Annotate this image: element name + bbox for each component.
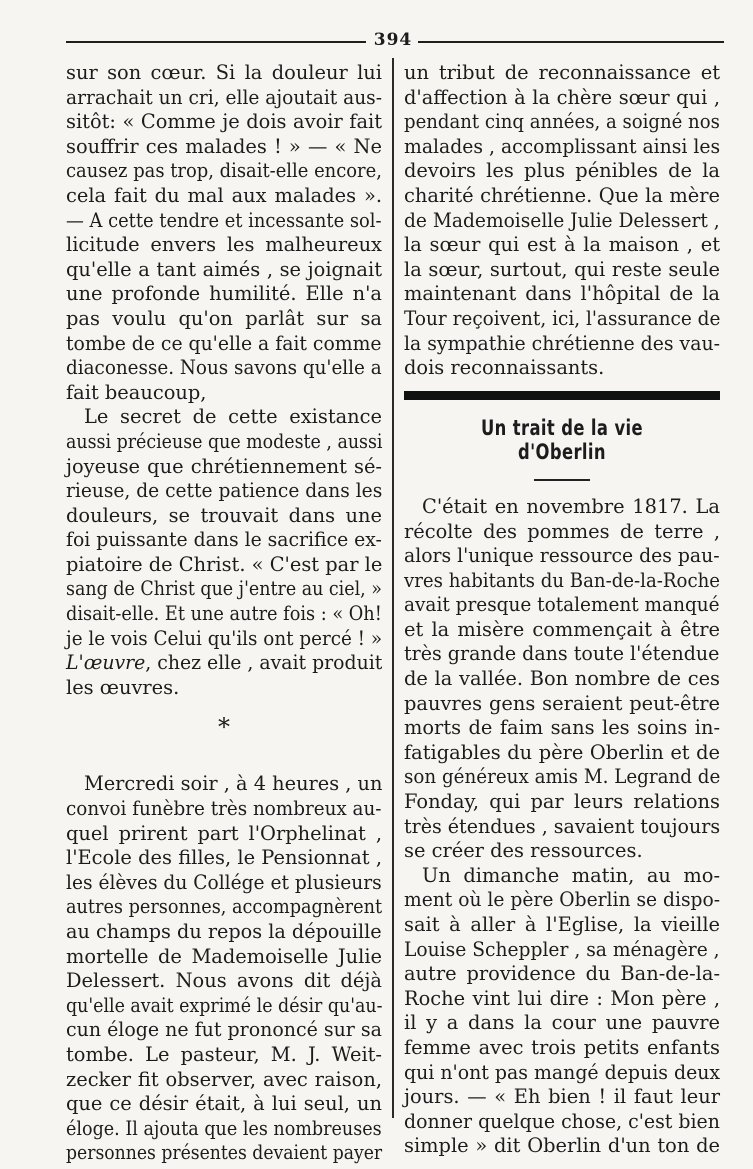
text-line: la sympathie chrétienne des vau-: [404, 331, 720, 355]
text-line: devoirs les plus pénibles de la: [404, 159, 720, 183]
column-divider: [392, 58, 394, 1118]
text-line: fait beaucoup,: [66, 380, 207, 404]
text-line: une profonde humilité. Elle n'a: [66, 282, 382, 306]
text-line: ment où le père Oberlin se dispo-: [404, 888, 721, 912]
text-line: autres personnes, accompagnèrent: [66, 895, 383, 919]
left-paragraph-1: [66, 61, 382, 405]
page-header: [66, 28, 724, 52]
title-dash: [534, 479, 590, 481]
text-line: pauvres gens seraient peut-être: [404, 691, 720, 715]
text-line: sitôt: « Comme je dois avoir fait: [66, 110, 382, 134]
text-line: zecker fit observer, avec raison,: [66, 1067, 382, 1091]
text-line: vres habitants du Ban-de-la-Roche: [404, 568, 721, 592]
text-line: simple » dit Oberlin d'un ton de: [404, 1134, 720, 1158]
text-line: pas voulu qu'on parlât sur sa: [66, 306, 382, 330]
text-line: un tribut de reconnaissance et: [404, 61, 720, 84]
text-line: pendant cinq années, a soigné nos: [404, 110, 720, 134]
text-line: sait à aller à l'Eglise, la vieille: [404, 913, 720, 936]
text-line: la sœur qui est à la maison , et: [404, 233, 720, 257]
text-line: licitude envers les malheureux: [66, 233, 382, 257]
text-line: avait presque totalement manqué: [404, 593, 720, 617]
left-column: [66, 61, 382, 1166]
text-line: tombe. Le pasteur, M. J. Weit-: [66, 1042, 382, 1066]
text-line: qu'elle a tant aimés , se joignait: [66, 257, 382, 281]
text-line: causez pas trop, disait-elle encore,: [66, 159, 382, 183]
text-line: il y a dans la cour une pauvre: [404, 1011, 720, 1035]
text-line: Tour reçoivent, ici, l'assurance de: [404, 306, 721, 330]
article-title: Un trait de la vie d'Oberlin: [480, 415, 644, 465]
text-line: les élèves du Collége et plusieurs: [66, 870, 382, 894]
text-line: son généreux amis M. Legrand de: [404, 765, 721, 789]
oeuvre-rest: , chez elle , avait produit: [145, 651, 383, 675]
text-line: — A cette tendre et incessante sol-: [66, 208, 382, 232]
text-line: et la misère commençait à être: [404, 617, 720, 641]
text-line: récolte des pommes de terre ,: [404, 519, 720, 543]
text-line: souffrir ces malades ! » — « Ne: [66, 134, 382, 158]
text-line: diaconesse. Nous savons qu'elle a: [66, 356, 382, 380]
right-paragraph-3: [404, 864, 720, 1159]
section-rule: [404, 391, 720, 400]
text-line: fatigables du père Oberlin et de: [404, 740, 720, 764]
text-line: foi puissante dans le sacrifice ex-: [66, 528, 382, 552]
left-paragraph-2: [66, 405, 382, 700]
text-line: jours. — « Eh bien ! il faut leur: [404, 1085, 720, 1109]
right-paragraph-1: [404, 61, 720, 381]
text-line: Mercredi soir , à 4 heures , un: [83, 772, 383, 796]
text-line: morts de faim sans les soins in-: [404, 716, 720, 740]
text-line: Roche vint lui dire : Mon père ,: [404, 986, 720, 1010]
text-line: les œuvres.: [66, 675, 180, 699]
text-line: qui n'ont pas mangé depuis deux: [404, 1060, 721, 1084]
text-line: joyeuse que chrétiennement sé-: [66, 454, 382, 478]
text-line: aussi précieuse que modeste , aussi: [66, 429, 383, 453]
text-line: la sœur, surtout, qui reste seule: [404, 257, 720, 281]
text-line: l'Ecole des filles, le Pensionnat ,: [66, 846, 382, 870]
text-line: Le secret de cette existance: [84, 405, 382, 429]
oeuvre-word: L'œuvre: [66, 651, 146, 675]
header-rule-right: [418, 41, 724, 43]
text-line: mortelle de Mademoiselle Julie: [66, 944, 382, 968]
text-line: autre providence du Ban-de-la-: [404, 962, 720, 986]
text-line: je le vois Celui qu'ils ont percé ! »: [66, 626, 383, 650]
text-line: convoi funèbre très nombreux au-: [66, 797, 382, 821]
text-line: Louise Scheppler , sa ménagère ,: [404, 937, 720, 961]
text-line: malades , accomplissant ainsi les: [404, 134, 721, 158]
text-line: très grande dans toute l'étendue: [404, 642, 720, 666]
text-line: rieuse, de cette patience dans les: [66, 479, 383, 503]
text-line: C'était en novembre 1817. La: [422, 494, 720, 518]
text-line: sang de Christ que j'entre au ciel, »: [66, 577, 382, 601]
right-column: [404, 61, 720, 1159]
right-paragraph-2: [404, 495, 720, 864]
section-separator: *: [218, 713, 230, 742]
text-line: disait-elle. Et une autre fois : « Oh!: [66, 602, 382, 626]
text-line: au champs du repos la dépouille: [66, 920, 382, 943]
text-line: cun éloge ne fut prononcé sur sa: [66, 1018, 382, 1042]
header-rule-left: [66, 41, 366, 43]
text-line: [66, 651, 383, 676]
text-line: douleurs, se trouvait dans une: [66, 503, 382, 527]
text-line: donner quelque chose, c'est bien: [404, 1109, 720, 1133]
left-paragraph-3: [66, 772, 382, 1166]
text-line: femme avec trois petits enfants: [404, 1035, 720, 1059]
text-line: Un dimanche matin, au mo-: [422, 863, 720, 887]
text-line: sur son cœur. Si la douleur lui: [66, 61, 382, 84]
text-line: de Mademoiselle Julie Delessert ,: [404, 208, 720, 232]
text-line: très étendues , savaient toujours: [404, 814, 721, 838]
text-line: personnes présentes devaient payer: [66, 1141, 383, 1165]
text-line: cela fait du mal aux malades ».: [66, 183, 382, 207]
text-line: se créer des ressources.: [404, 839, 643, 863]
text-line: que ce désir était, à lui seul, un: [66, 1092, 382, 1116]
text-line: Delessert. Nous avons dit déjà: [66, 969, 382, 993]
text-line: alors l'unique ressource des pau-: [404, 544, 720, 568]
text-line: qu'elle avait exprimé le désir qu'au-: [66, 993, 383, 1017]
text-line: piatoire de Christ. « C'est par le: [66, 552, 383, 576]
text-line: d'affection à la chère sœur qui ,: [404, 85, 720, 109]
text-line: dois reconnaissants.: [404, 356, 605, 380]
text-line: arrachait un cri, elle ajoutait aus-: [66, 85, 382, 109]
page-number: 394: [373, 30, 413, 50]
text-line: tombe de ce qu'elle a fait comme: [66, 331, 382, 355]
text-line: Fonday, qui par leurs relations: [404, 790, 720, 814]
text-line: quel prirent part l'Orphelinat ,: [66, 821, 382, 845]
text-line: éloge. Il ajouta que les nombreuses: [66, 1116, 382, 1140]
text-line: maintenant dans l'hôpital de la: [404, 282, 720, 306]
text-line: de la vallée. Bon nombre de ces: [404, 667, 720, 691]
text-line: charité chrétienne. Que la mère: [404, 183, 720, 207]
